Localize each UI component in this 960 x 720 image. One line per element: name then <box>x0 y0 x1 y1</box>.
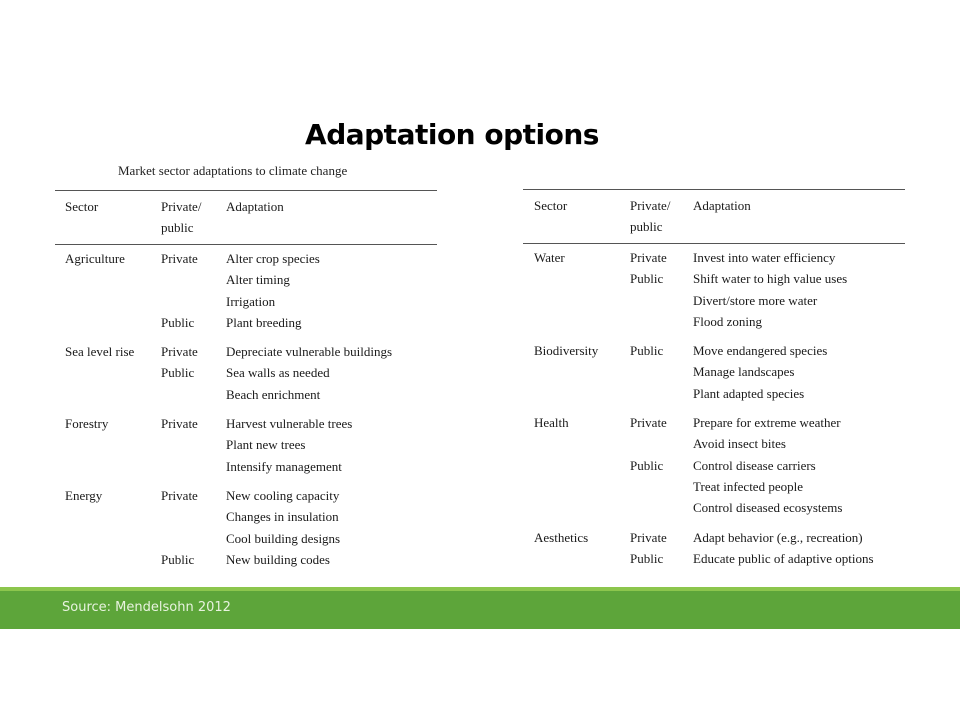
private-public-cell: Private <box>630 250 667 265</box>
table-row <box>523 383 905 404</box>
table-row <box>523 497 905 518</box>
top-rule <box>55 190 437 191</box>
adaptation-cell: Control diseased ecosystems <box>693 500 843 516</box>
adaptation-cell: Alter timing <box>226 272 290 288</box>
table-row <box>523 247 905 268</box>
table-row <box>55 434 437 455</box>
table-body <box>523 247 905 569</box>
adaptation-cell: Flood zoning <box>693 313 762 329</box>
table-row <box>55 384 437 405</box>
adaptation-cell: Harvest vulnerable trees <box>226 416 353 432</box>
table-row <box>523 527 905 548</box>
table-caption: Market sector adaptations to climate change <box>118 163 348 178</box>
sector-cell: Forestry <box>65 416 109 432</box>
adaptation-table-right <box>523 189 905 569</box>
private-public-cell: Private <box>630 415 667 431</box>
adaptation-cell: Changes in insulation <box>226 509 339 525</box>
table-row <box>523 290 905 311</box>
private-public-cell: Public <box>161 365 195 381</box>
sector-cell: Sea level rise <box>65 344 135 360</box>
private-public-cell: Public <box>161 551 195 567</box>
table-row <box>55 528 437 549</box>
table-row <box>55 485 437 506</box>
table-row <box>55 413 437 434</box>
sector-cell: Agriculture <box>65 251 125 266</box>
private-public-cell: Private <box>161 416 198 432</box>
adaptation-cell: Sea walls as needed <box>226 365 330 381</box>
adaptation-cell: Alter crop species <box>226 251 320 266</box>
header-rule <box>523 243 905 244</box>
header-adaptation: Adaptation <box>693 198 751 213</box>
adaptation-cell: Divert/store more water <box>693 292 818 308</box>
table-row <box>523 455 905 476</box>
adaptation-cell: New building codes <box>226 551 330 567</box>
top-rule <box>523 189 905 190</box>
table-row <box>523 268 905 289</box>
header-private-public-line1: Private/ <box>161 199 202 214</box>
table-row <box>523 548 905 569</box>
sector-cell: Energy <box>65 487 103 503</box>
private-public-cell: Private <box>161 344 198 360</box>
table-row <box>55 248 437 269</box>
table-row <box>55 362 437 383</box>
adaptation-cell: Treat infected people <box>693 478 803 494</box>
private-public-cell: Public <box>630 271 664 287</box>
header-private-public-line2: public <box>161 220 194 235</box>
adaptation-cell: Depreciate vulnerable buildings <box>226 344 393 360</box>
private-public-cell: Private <box>630 529 667 545</box>
private-public-cell: Public <box>161 314 195 330</box>
header-sector: Sector <box>65 199 99 214</box>
adaptation-cell: Beach enrichment <box>226 386 321 402</box>
table-row <box>523 311 905 332</box>
adaptation-cell: Plant breeding <box>226 314 302 330</box>
table-row <box>523 361 905 382</box>
private-public-cell: Public <box>630 343 664 359</box>
table-row <box>523 433 905 454</box>
table-row <box>55 549 437 570</box>
adaptation-cell: Cool building designs <box>226 530 341 546</box>
header-private-public-line2: public <box>630 219 663 234</box>
source-citation: Source: Mendelsohn 2012 <box>62 600 231 615</box>
slide-title: Adaptation options <box>305 118 599 151</box>
adaptation-cell: Plant adapted species <box>693 385 805 401</box>
table-row <box>55 506 437 527</box>
adaptation-cell: Plant new trees <box>226 437 306 453</box>
sector-cell: Biodiversity <box>534 343 599 359</box>
private-public-cell: Private <box>161 487 198 503</box>
adaptation-cell: New cooling capacity <box>226 487 340 503</box>
adaptation-cell: Intensify management <box>226 458 342 474</box>
table-row <box>55 312 437 333</box>
private-public-cell: Private <box>161 251 198 266</box>
table-row <box>55 291 437 312</box>
adaptation-cell: Prepare for extreme weather <box>693 415 841 431</box>
table-body <box>55 248 437 570</box>
sector-cell: Aesthetics <box>534 529 589 545</box>
table-row <box>55 456 437 477</box>
private-public-cell: Public <box>630 550 664 566</box>
adaptation-cell: Move endangered species <box>693 343 828 359</box>
private-public-cell: Public <box>630 457 664 473</box>
header-rule <box>55 244 437 245</box>
table-row <box>55 341 437 362</box>
adaptation-cell: Adapt behavior (e.g., recreation) <box>693 529 863 545</box>
footer-bar <box>0 587 960 629</box>
adaptation-cell: Invest into water efficiency <box>693 250 836 265</box>
adaptation-cell: Manage landscapes <box>693 364 795 380</box>
table-row <box>523 412 905 433</box>
sector-cell: Health <box>534 415 569 431</box>
header-adaptation: Adaptation <box>226 199 284 214</box>
adaptation-cell: Shift water to high value uses <box>693 271 848 287</box>
table-row <box>523 340 905 361</box>
table-row <box>55 269 437 290</box>
adaptation-table-left <box>55 190 437 570</box>
header-private-public-line1: Private/ <box>630 198 671 213</box>
adaptation-cell: Educate public of adaptive options <box>693 550 874 566</box>
adaptation-cell: Control disease carriers <box>693 457 816 473</box>
adaptation-cell: Irrigation <box>226 293 276 309</box>
sector-cell: Water <box>534 250 565 265</box>
table-row <box>523 476 905 497</box>
adaptation-cell: Avoid insect bites <box>693 436 786 452</box>
header-sector: Sector <box>534 198 568 213</box>
